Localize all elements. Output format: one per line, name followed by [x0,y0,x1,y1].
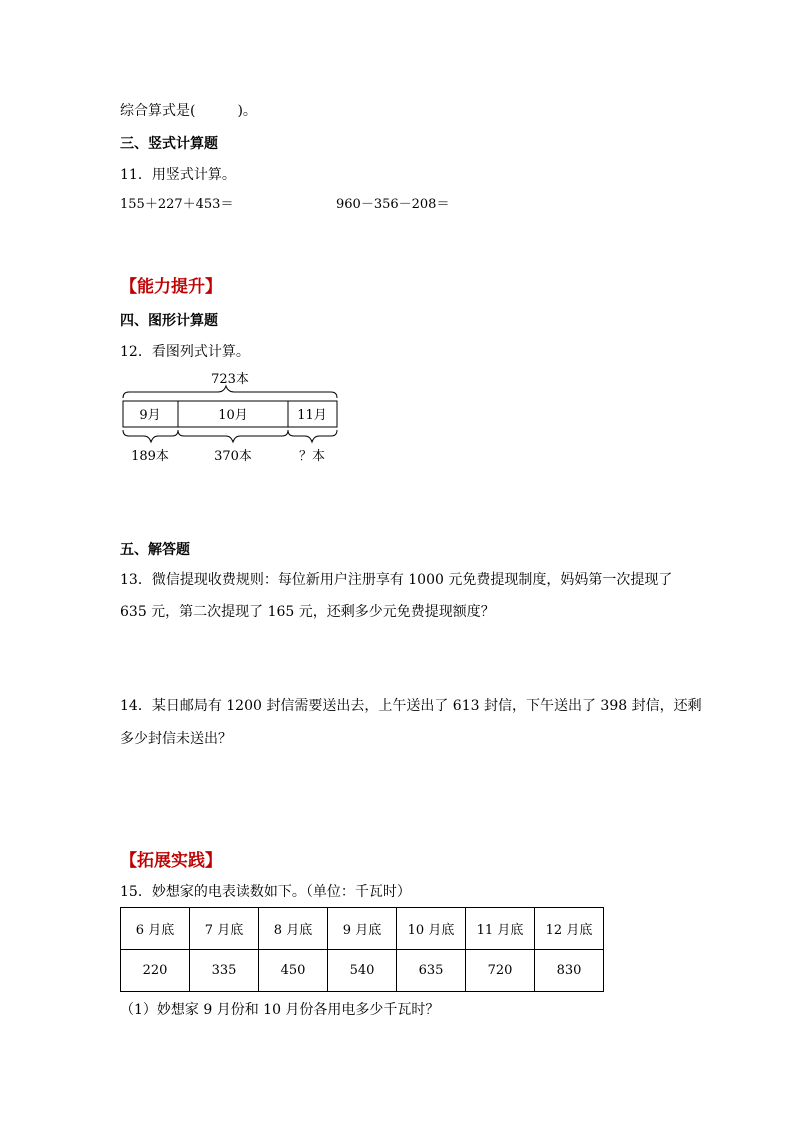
brace-nov [288,430,337,442]
banner-expand: 【拓展实践】 [120,851,222,871]
question-12: 12．看图列式计算。 [120,344,250,360]
meter-reading-table [120,907,604,992]
table-header-row [121,908,604,950]
section-5-title: 五、解答题 [120,542,190,558]
segment-sep: 9月 [139,408,161,423]
formula-prompt: 综合算式是( )。 [120,103,257,119]
total-label: 723本 [211,372,249,387]
header-cell: 9 月底 [328,908,397,950]
question-13-line-1: 13．微信提现收费规则：每位新用户注册享有 1000 元免费提现制度，妈妈第一次提现了 [120,572,673,588]
header-cell: 10 月底 [397,908,466,950]
brace-oct [178,430,288,442]
header-cell: 7 月底 [190,908,259,950]
header-cell: 12 月底 [535,908,604,950]
value-cell: 450 [259,950,328,992]
table-value-row [121,950,604,992]
amount-oct: 370本 [214,449,252,464]
value-cell: 635 [397,950,466,992]
header-cell: 8 月底 [259,908,328,950]
question-15: 15．妙想家的电表读数如下。（单位：千瓦时） [120,884,411,900]
amount-nov: ？本 [298,449,326,464]
total-brace [123,386,337,398]
question-15-sub-1: （1）妙想家 9 月份和 10 月份各用电多少千瓦时？ [120,1002,440,1018]
segment-oct: 10月 [218,408,248,423]
value-cell: 335 [190,950,259,992]
value-cell: 540 [328,950,397,992]
header-cell: 6 月底 [121,908,190,950]
banner-ability: 【能力提升】 [120,277,222,297]
segment-nov: 11月 [297,408,327,423]
value-cell: 220 [121,950,190,992]
question-11: 11．用竖式计算。 [120,167,236,183]
question-13-line-2: 635 元，第二次提现了 165 元，还剩多少元免费提现额度？ [120,604,495,620]
value-cell: 830 [535,950,604,992]
header-cell: 11 月底 [466,908,535,950]
brace-sep [123,430,178,442]
segment-diagram [118,366,343,468]
calc-expression-b: 960－356－208＝ [336,197,450,212]
section-4-title: 四、图形计算题 [120,313,218,329]
section-3-title: 三、竖式计算题 [120,136,218,152]
value-cell: 720 [466,950,535,992]
calc-expression-a: 155＋227＋453＝ [120,197,234,212]
question-14-line-2: 多少封信未送出？ [120,731,232,747]
amount-sep: 189本 [131,449,169,464]
question-14-line-1: 14．某日邮局有 1200 封信需要送出去，上午送出了 613 封信，下午送出了 398 封信，还剩 [120,698,702,714]
